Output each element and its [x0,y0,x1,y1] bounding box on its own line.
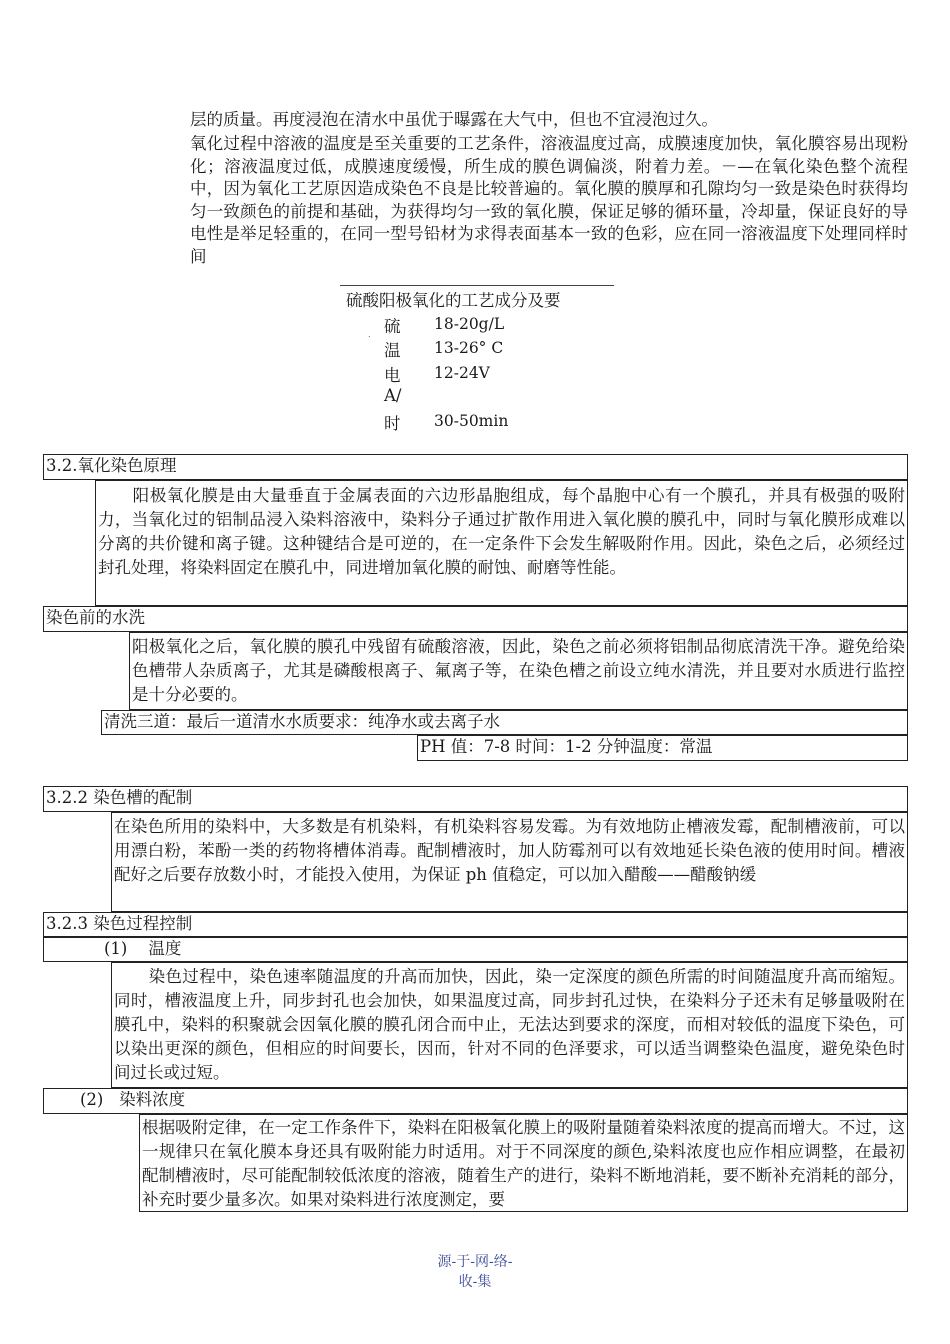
dye-concentration-heading: (2) 染料浓度 [43,1088,908,1114]
wash-requirement: 清洗三道：最后一道清水水质要求：纯净水或去离子水 [101,710,908,735]
section-3-2-body: 阳极氧化膜是由大量垂直于金属表面的六边形晶胞组成，每个晶胞中心有一个膜孔，并具有极强的吸附力，当氧化过的铝制品浸入染料溶液中，染料分子通过扩散作用进入氧化膜的膜孔中，同时与氧化膜形成难以分离的共价键和离子键。这种键结合是可逆的，在一定条件下会发生解吸附作用。因此，染色之后，必须经过封孔处理，将染料固定在膜孔中，同进增加氧化膜的耐蚀、耐磨等性能。 [95,480,908,606]
wash-body: 阳极氧化之后，氧化膜的膜孔中残留有硫酸溶液，因此，染色之前必须将铝制品彻底清洗干净。避免给染色槽带人杂质离子，尤其是磷酸根离子、氟离子等，在染色槽之前设立纯水清洗，并且要对水质进行监控是十分必要的。 [129,632,908,710]
table-top-rule [340,285,614,286]
intro-paragraph-1: 层的质量。再度浸泡在清水中虽优于曝露在大气中，但也不宜浸泡过久。 [190,110,718,129]
param-label-time: 时 [384,414,401,433]
intro-paragraph-2: 氧化过程中溶液的温度是至关重要的工艺条件，溶液温度过高，成膜速度加快，氧化膜容易出现粉化；溶液温度过低，成膜速度缓慢，所生成的膜色调偏淡，附着力差。－—在氧化染色整个流程中，因为氧化工艺原因造成染色不良是比较普遍的。氧化膜的膜厚和孔隙均匀一致是染色时获得均匀一致颜色的前提和基础，为获得均匀一致的氧化膜，保证足够的循环量，冷却量，保证良好的导电性是举足轻重的，在同一型号铅材为求得表面基本一致的色彩，应在同一溶液温度下处理同样时间 [190,134,908,266]
section-3-2-2-heading: 3.2.2 染色槽的配制 [43,786,908,812]
footer-line-2: 收-集 [458,1274,492,1290]
marker-dot: . [368,330,371,339]
param-label-current: A/ [384,386,402,405]
wash-heading: 染色前的水洗 [43,606,908,632]
wash-parameters: PH 值：7-8 时间：1-2 分钟温度：常温 [417,735,908,761]
temperature-heading: (1) 温度 [43,937,908,962]
footer-line-1: 源-于-网-络- [437,1254,513,1270]
temperature-body: 染色过程中，染色速率随温度的升高而加快，因此，染一定深度的颜色所需的时间随温度升高而缩短。同时，槽液温度上升，同步封孔也会加快，如果温度过高，同步封孔过快，在染料分子还未有足够量吸附在膜孔中，染料的积聚就会因氧化膜的膜孔闭合而中止，无法达到要求的深度，而相对较低的温度下染色，可以染出更深的颜色，但相应的时间要长，因而，针对不同的色泽要求，可以适当调整染色温度，避免染色时间过长或过短。 [111,962,908,1088]
param-label-voltage: 电 [384,366,401,385]
param-value-time: 30-50min [434,412,509,430]
section-3-2-heading: 3.2.氧化染色原理 [43,454,908,480]
param-label-temperature: 温 [384,341,401,360]
section-3-2-2-body: 在染色所用的染料中，大多数是有机染料，有机染料容易发霉。为有效地防止槽液发霉，配制槽液前，可以用漂白粉，苯酚一类的药物将槽体消毒。配制槽液时，加人防霉剂可以有效地延长染色液的使用时间。槽液配好之后要存放数小时，才能投入使用，为保证 ph 值稳定，可以加入醋酸——醋酸钠缓 [111,812,908,912]
dye-concentration-body: 根据吸附定律，在一定工作条件下，染料在阳极氧化膜上的吸附量随着染料浓度的提高而增大。不过，这一规律只在氧化膜本身还具有吸附能力时适用。对于不同深度的颜色,染料浓度也应作相应调整，在最初配制槽液时，尽可能配制较低浓度的溶液，随着生产的进行，染料不断地消耗，要不断补充消耗的部分，补充时要少量多次。如果对染料进行浓度测定，要 [139,1114,908,1212]
param-label-sulfuric: 硫 [384,317,401,336]
section-3-2-3-heading: 3.2.3 染色过程控制 [43,912,908,937]
param-value-voltage: 12-24V [434,364,490,382]
param-value-temperature: 13-26° C [434,339,504,357]
process-table-title: 硫酸阳极氧化的工艺成分及要 [346,291,561,310]
param-value-sulfuric: 18-20g/L [434,315,505,333]
